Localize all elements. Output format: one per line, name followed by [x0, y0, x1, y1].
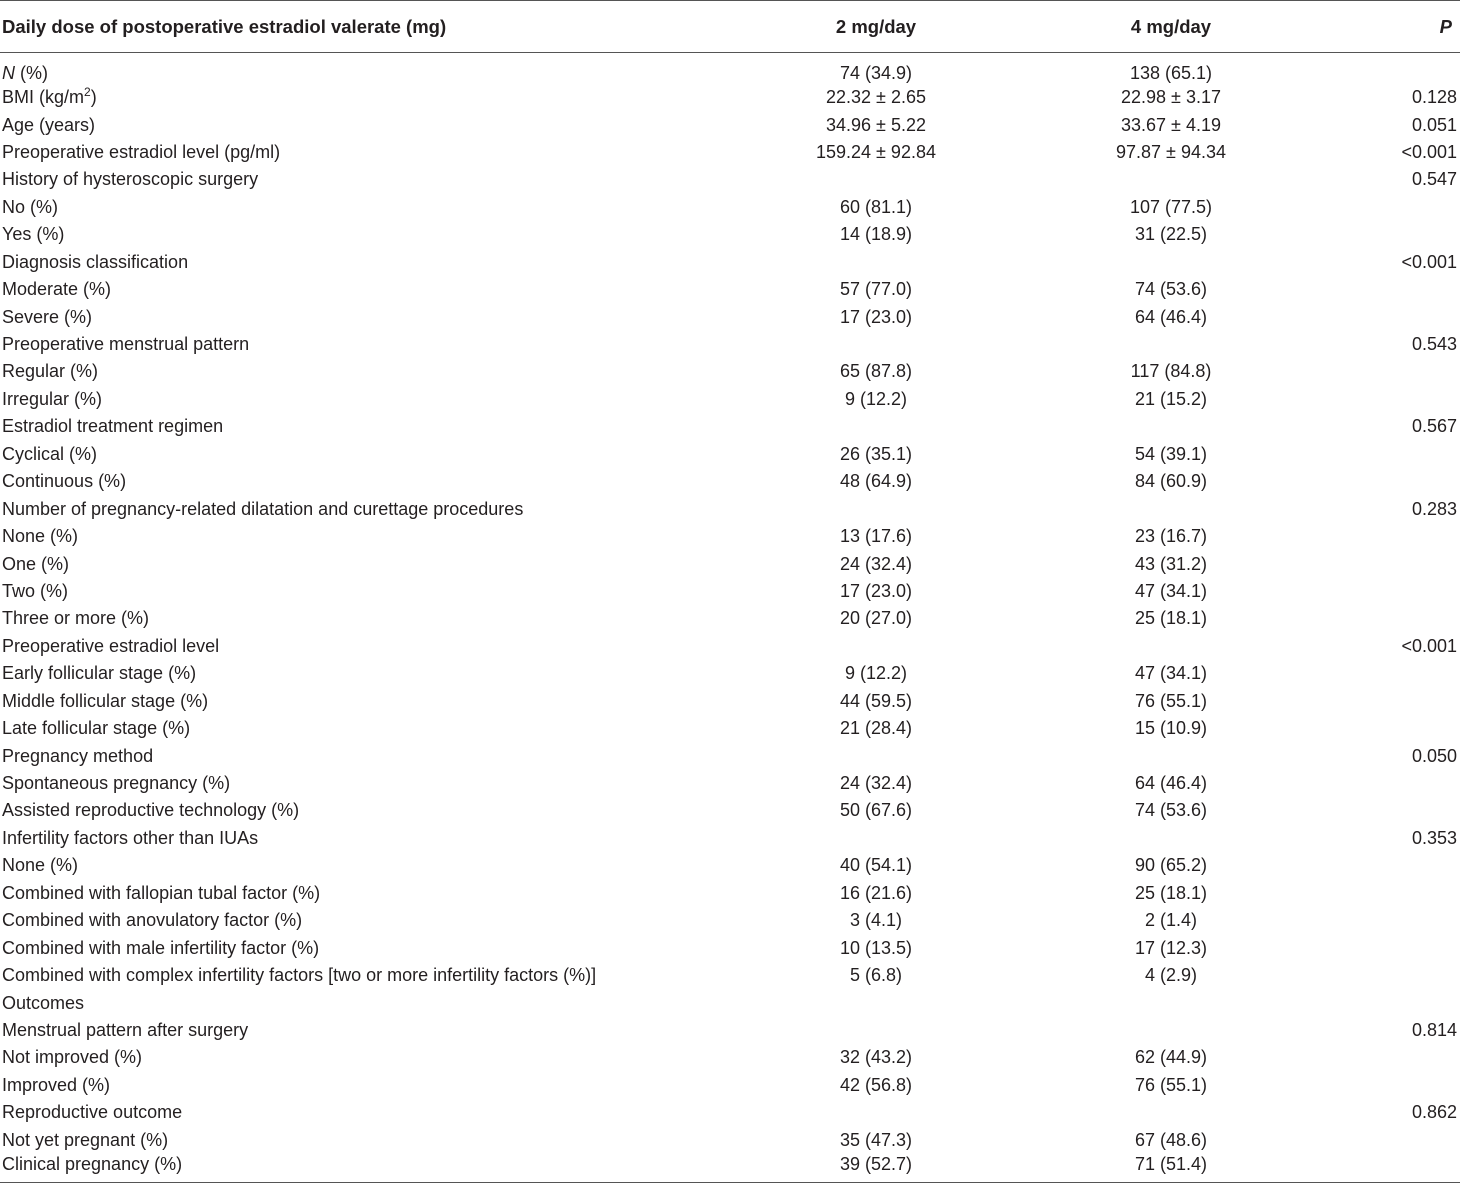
value-2mg: 74 (34.9) [839, 63, 913, 83]
table-row [0, 1154, 1460, 1183]
row-label: Preoperative estradiol level [2, 635, 220, 656]
row-label: None (%) [2, 526, 79, 547]
value-4mg: 90 (65.2) [1134, 855, 1208, 876]
value-2mg: 14 (18.9) [839, 224, 913, 245]
value-4mg [982, 825, 1360, 852]
row-label: Two (%) [2, 580, 69, 601]
p-value [1360, 605, 1460, 632]
row-label: Estradiol treatment regimen [2, 416, 224, 437]
value-4mg: 21 (15.2) [1134, 388, 1208, 409]
p-value [1360, 989, 1460, 1016]
row-label: Age (years) [2, 114, 96, 135]
row-label: Irregular (%) [2, 388, 103, 409]
value-2mg [770, 742, 982, 769]
table-row [0, 193, 1460, 220]
value-2mg: 5 (6.8) [849, 965, 903, 986]
table-row [0, 53, 1460, 84]
table-row [0, 632, 1460, 659]
value-2mg: 3 (4.1) [849, 910, 903, 931]
value-2mg: 20 (27.0) [839, 608, 913, 629]
value-4mg: 117 (84.8) [1130, 361, 1212, 382]
p-value: <0.001 [1401, 141, 1457, 162]
value-2mg: 60 (81.1) [839, 196, 913, 217]
header-dose-2mg: 2 mg/day [835, 15, 917, 37]
table-row [0, 989, 1460, 1016]
row-label: Preoperative estradiol level (pg/ml) [2, 141, 281, 162]
table-row [0, 1071, 1460, 1098]
table-row [0, 825, 1460, 852]
table-row [0, 578, 1460, 605]
value-2mg [770, 825, 982, 852]
row-label: Continuous (%) [2, 471, 127, 492]
p-value [1360, 852, 1460, 879]
value-2mg: 39 (52.7) [839, 1153, 913, 1174]
row-label: Improved (%) [2, 1074, 111, 1095]
value-4mg [982, 331, 1360, 358]
table-row [0, 1099, 1460, 1126]
value-4mg [982, 989, 1360, 1016]
p-value [1360, 523, 1460, 550]
table-row [0, 852, 1460, 879]
value-4mg: 76 (55.1) [1134, 1074, 1208, 1095]
row-label: Yes (%) [2, 224, 65, 245]
row-label: Late follicular stage (%) [2, 718, 191, 739]
p-value [1360, 1044, 1460, 1071]
value-2mg: 159.24 ± 92.84 [816, 141, 936, 162]
row-label: Preoperative menstrual pattern [2, 334, 250, 354]
table-row [0, 221, 1460, 248]
value-2mg: 10 (13.5) [839, 937, 913, 958]
value-2mg [770, 1099, 982, 1126]
value-2mg: 34.96 ± 5.22 [826, 114, 926, 135]
value-4mg [982, 1099, 1360, 1126]
row-label: N (%) [2, 63, 48, 83]
p-value [1360, 1154, 1460, 1183]
value-2mg [770, 632, 982, 659]
p-value [1360, 440, 1460, 467]
row-label: BMI $(kg/m^2)$ [2, 85, 97, 108]
table-row [0, 248, 1460, 275]
row-label: Reproductive outcome [2, 1102, 183, 1123]
value-2mg: 21 (28.4) [839, 718, 913, 739]
value-2mg: 48 (64.9) [839, 471, 913, 492]
p-value: 0.862 [1411, 1102, 1457, 1123]
table-row [0, 934, 1460, 961]
value-4mg: 84 (60.9) [1134, 471, 1208, 492]
value-2mg [770, 1017, 982, 1044]
row-label: Number of pregnancy-related dilatation and curettage procedures [2, 498, 524, 519]
row-label: Not yet pregnant (%) [2, 1129, 169, 1150]
value-4mg: 2 (1.4) [1144, 910, 1198, 931]
table-row [0, 358, 1460, 385]
value-2mg: 35 (47.3) [839, 1129, 913, 1150]
table-row [0, 276, 1460, 303]
value-2mg: 40 (54.1) [839, 855, 913, 876]
p-value [1360, 687, 1460, 714]
table-row [0, 139, 1460, 166]
row-label: Clinical pregnancy (%) [2, 1153, 183, 1174]
p-value [1360, 660, 1460, 687]
table-row [0, 523, 1460, 550]
value-4mg: 62 (44.9) [1134, 1047, 1208, 1068]
value-4mg: 54 (39.1) [1134, 443, 1208, 464]
p-value [1360, 1126, 1460, 1153]
header-label: Daily dose of postoperative estradiol valerate (mg) [2, 15, 447, 37]
p-value [1360, 358, 1460, 385]
table-row [0, 84, 1460, 111]
p-value [1360, 386, 1460, 413]
p-value [1360, 797, 1460, 824]
p-value [1360, 193, 1460, 220]
value-4mg: 64 (46.4) [1134, 773, 1208, 793]
value-4mg: 33.67 ± 4.19 [1121, 114, 1221, 135]
value-2mg: 57 (77.0) [839, 279, 913, 300]
value-2mg: 65 (87.8) [839, 361, 913, 382]
row-label: No (%) [2, 196, 59, 217]
value-4mg: 74 (53.6) [1134, 800, 1208, 821]
p-value [1360, 962, 1460, 989]
value-2mg: 17 (23.0) [839, 306, 913, 327]
p-value: 0.567 [1411, 416, 1457, 437]
row-label: Combined with complex infertility factors [two or more infertility factors (%)] [2, 965, 597, 986]
row-label: Middle follicular stage (%) [2, 690, 209, 711]
value-4mg [982, 248, 1360, 275]
table-header [0, 1, 1460, 53]
value-2mg [770, 166, 982, 193]
row-label: Diagnosis classification [2, 251, 189, 272]
row-label: Three or more (%) [2, 608, 150, 629]
row-label: Cyclical (%) [2, 443, 98, 464]
value-4mg: 25 (18.1) [1134, 882, 1208, 903]
p-value [1360, 221, 1460, 248]
value-4mg [982, 1017, 1360, 1044]
row-label: Combined with male infertility factor (%) [2, 937, 320, 958]
p-value: 0.050 [1411, 745, 1457, 766]
value-4mg: 107 (77.5) [1129, 196, 1213, 217]
value-4mg: 23 (16.7) [1134, 526, 1208, 547]
header-row [0, 1, 1460, 53]
p-value: 0.353 [1411, 827, 1457, 848]
value-4mg [982, 166, 1360, 193]
row-label: Assisted reproductive technology (%) [2, 800, 300, 821]
value-2mg: 9 (12.2) [844, 388, 908, 409]
value-4mg: 15 (10.9) [1134, 718, 1208, 739]
p-value: 0.547 [1411, 169, 1457, 190]
row-label: Outcomes [2, 992, 85, 1013]
value-2mg: 9 (12.2) [844, 663, 908, 684]
header-p-value: P [1439, 15, 1452, 37]
value-2mg: 24 (32.4) [839, 773, 913, 793]
value-4mg: 76 (55.1) [1134, 690, 1208, 711]
table-row [0, 468, 1460, 495]
value-4mg: 47 (34.1) [1134, 580, 1208, 601]
value-2mg: 26 (35.1) [839, 443, 913, 464]
value-4mg: 43 (31.2) [1134, 553, 1208, 574]
p-value [1360, 934, 1460, 961]
table-row [0, 440, 1460, 467]
p-value: 0.051 [1411, 114, 1457, 135]
table-row [0, 797, 1460, 824]
row-label: Severe (%) [2, 306, 93, 327]
value-4mg [982, 495, 1360, 522]
table-row [0, 907, 1460, 934]
row-label: History of hysteroscopic surgery [2, 169, 259, 190]
row-label: Combined with fallopian tubal factor (%) [2, 882, 321, 903]
table-row [0, 770, 1460, 797]
value-2mg [770, 989, 982, 1016]
p-value [1360, 1071, 1460, 1098]
p-value: <0.001 [1401, 635, 1457, 656]
row-label: Infertility factors other than IUAs [2, 827, 259, 848]
table-row [0, 879, 1460, 906]
value-2mg: 22.32 ± 2.65 [826, 87, 926, 108]
value-4mg: 67 (48.6) [1134, 1129, 1208, 1150]
value-2mg: 16 (21.6) [839, 882, 913, 903]
value-2mg: 42 (56.8) [839, 1074, 913, 1095]
table-row [0, 495, 1460, 522]
value-2mg [770, 413, 982, 440]
value-2mg [770, 331, 982, 358]
value-2mg [770, 248, 982, 275]
value-2mg: 24 (32.4) [839, 553, 913, 574]
table-row [0, 715, 1460, 742]
value-4mg [982, 632, 1360, 659]
table-row [0, 1017, 1460, 1044]
value-2mg: 50 (67.6) [839, 800, 913, 821]
table-row [0, 742, 1460, 769]
value-2mg: 44 (59.5) [839, 690, 913, 711]
value-2mg [770, 495, 982, 522]
value-2mg: 13 (17.6) [839, 526, 913, 547]
p-value [1360, 303, 1460, 330]
row-label: Regular (%) [2, 361, 99, 382]
table-row [0, 605, 1460, 632]
table-row [0, 962, 1460, 989]
table-body [0, 53, 1460, 1183]
value-4mg: 4 (2.9) [1144, 965, 1198, 986]
table-row [0, 386, 1460, 413]
row-label: Menstrual pattern after surgery [2, 1019, 249, 1040]
p-value [1360, 53, 1460, 84]
header-dose-4mg: 4 mg/day [1130, 15, 1212, 37]
table-row [0, 303, 1460, 330]
p-value [1360, 715, 1460, 742]
row-label: Early follicular stage (%) [2, 663, 197, 684]
value-4mg: 74 (53.6) [1134, 279, 1208, 300]
value-2mg: 17 (23.0) [839, 580, 913, 601]
value-2mg: 32 (43.2) [839, 1047, 913, 1068]
table-row [0, 166, 1460, 193]
value-4mg: 22.98 ± 3.17 [1121, 87, 1221, 108]
row-label: One (%) [2, 553, 70, 574]
value-4mg [982, 413, 1360, 440]
value-4mg: 97.87 ± 94.34 [1116, 141, 1226, 162]
value-4mg: 17 (12.3) [1134, 937, 1208, 958]
p-value [1360, 907, 1460, 934]
value-4mg: 47 (34.1) [1134, 663, 1208, 684]
table-row [0, 1126, 1460, 1153]
value-4mg: 31 (22.5) [1134, 224, 1208, 245]
p-value: 0.543 [1411, 334, 1457, 354]
p-value [1360, 879, 1460, 906]
value-4mg: 71 (51.4) [1134, 1153, 1208, 1174]
p-value [1360, 550, 1460, 577]
table-row [0, 687, 1460, 714]
row-label: Not improved (%) [2, 1047, 143, 1068]
table-row [0, 413, 1460, 440]
p-value: 0.283 [1411, 498, 1457, 519]
row-label: Pregnancy method [2, 745, 154, 766]
table-row [0, 111, 1460, 138]
p-value: 0.814 [1411, 1019, 1457, 1040]
p-value [1360, 468, 1460, 495]
p-value: <0.001 [1401, 251, 1457, 272]
table-row [0, 550, 1460, 577]
value-4mg: 25 (18.1) [1134, 608, 1208, 629]
value-4mg: 64 (46.4) [1134, 306, 1208, 327]
row-label: None (%) [2, 855, 79, 876]
value-4mg: 138 (65.1) [1129, 63, 1213, 83]
p-value [1360, 578, 1460, 605]
row-label: Moderate (%) [2, 279, 112, 300]
table-row [0, 660, 1460, 687]
table-row [0, 1044, 1460, 1071]
p-value [1360, 276, 1460, 303]
row-label: Combined with anovulatory factor (%) [2, 910, 303, 931]
p-value: 0.128 [1411, 87, 1457, 108]
row-label: Spontaneous pregnancy (%) [2, 773, 231, 793]
value-4mg [982, 742, 1360, 769]
p-value [1360, 770, 1460, 797]
table-row [0, 331, 1460, 358]
